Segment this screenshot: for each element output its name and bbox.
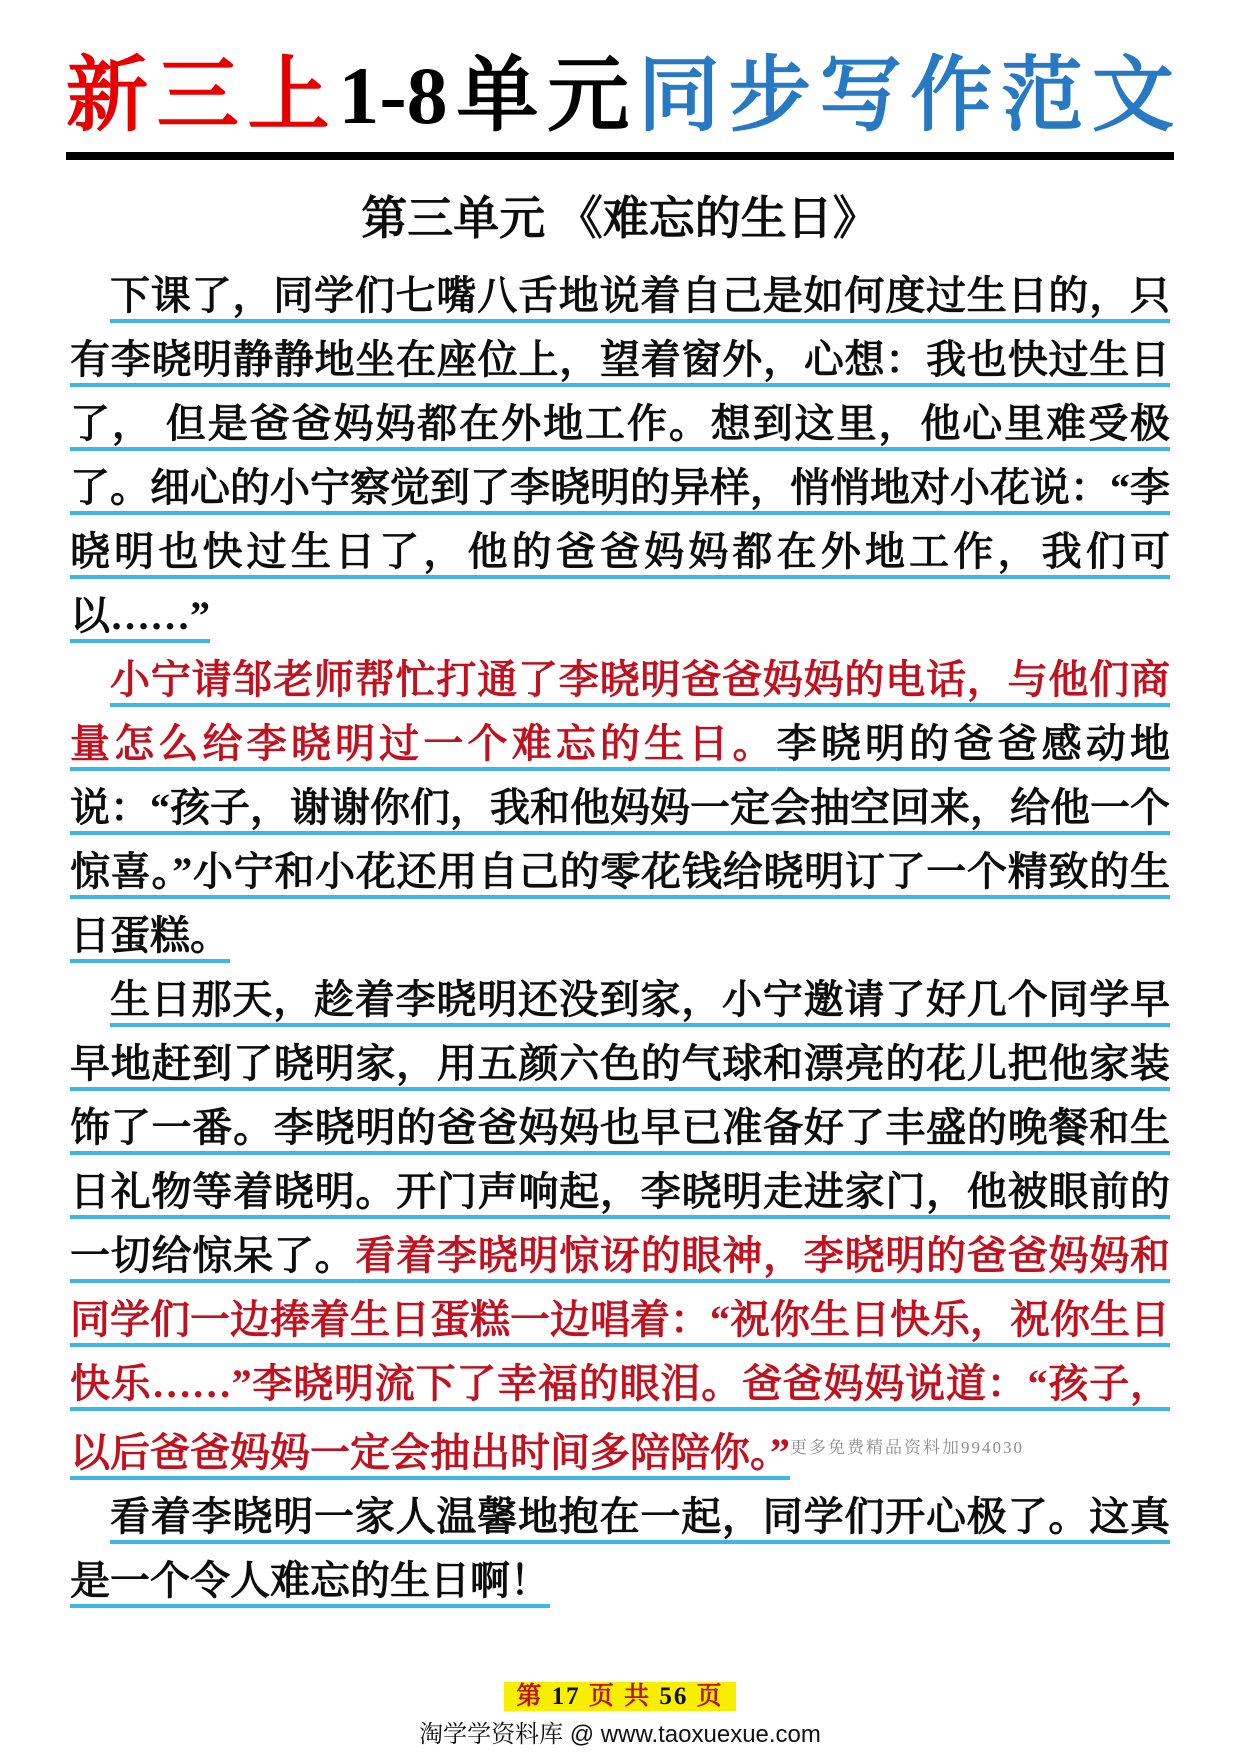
text-segment: 看着李晓明惊讶的眼神，李晓明的爸爸妈妈和同学们一边捧着生日蛋糕一边唱着：“祝你生日快乐，祝你生日快乐……”李晓明流下了幸福的眼泪。爸爸妈妈说道：“孩子，以后爸爸妈妈一定会抽出时间多陪陪你。”	[70, 1232, 1171, 1475]
text-segment: 李晓明的爸爸感动地说：“孩子，谢谢你们，我和他妈妈一定会抽空回来，给他一个惊喜。”小宁和小花还用自己的零花钱给晓明订了一个精致的生日蛋糕。	[70, 720, 1171, 958]
text-segment: 小宁请邹老师帮忙打通了李晓明爸爸妈妈的电话，与他们商量怎么给李晓明过一个难忘的生日。	[70, 656, 1170, 766]
article-body	[70, 264, 1170, 1613]
title-part-black: 1-8单元	[338, 50, 639, 141]
paragraph	[70, 264, 1170, 648]
page-footer	[0, 1682, 1240, 1750]
text-segment: 下课了，同学们七嘴八舌地说着自己是如何度过生日的，只有李晓明静静地坐在座位上，望着窗外，心想：我也快过生日了， 但是爸爸妈妈都在外地工作。想到这里，他心里难受极了。细心的小宁察觉到了李晓明的异样，悄悄地对小花说：“李晓明也快过生日了，他的爸爸妈妈都在外地工作，我们可以……”	[70, 272, 1170, 638]
site-credit: 淘学学资料库 @ www.taoxuexue.com	[419, 1721, 821, 1748]
paragraph	[70, 968, 1170, 1485]
page-indicator-part: 第	[516, 1682, 552, 1710]
page-indicator-part: 页 共	[580, 1682, 660, 1710]
watermark-text: 更多免费精品资料加994030	[790, 1437, 1024, 1457]
document-title	[66, 50, 1174, 160]
page-indicator-part: 17	[551, 1682, 581, 1710]
paragraph	[70, 1485, 1170, 1613]
page-number-badge	[504, 1682, 735, 1712]
title-part-red: 新三上	[66, 50, 339, 141]
page-indicator-part: 56	[659, 1682, 689, 1710]
page-indicator-part: 页	[688, 1682, 724, 1710]
section-title: 第三单元 《难忘的生日》	[361, 192, 879, 244]
title-part-blue: 同步写作范文	[638, 50, 1174, 141]
text-segment: 生日那天，趁着李晓明还没到家，小宁邀请了好几个同学早早地赶到了晓明家，用五颜六色的气球和漂亮的花儿把他家装饰了一番。李晓明的爸爸妈妈也早已准备好了丰盛的晚餐和生日礼物等着晓明。开门声响起，李晓明走进家门，他被眼前的一切给惊呆了。	[70, 976, 1170, 1278]
paragraph	[70, 648, 1170, 968]
text-segment: 看着李晓明一家人温馨地抱在一起，同学们开心极了。这真是一个令人难忘的生日啊！	[70, 1493, 1170, 1603]
